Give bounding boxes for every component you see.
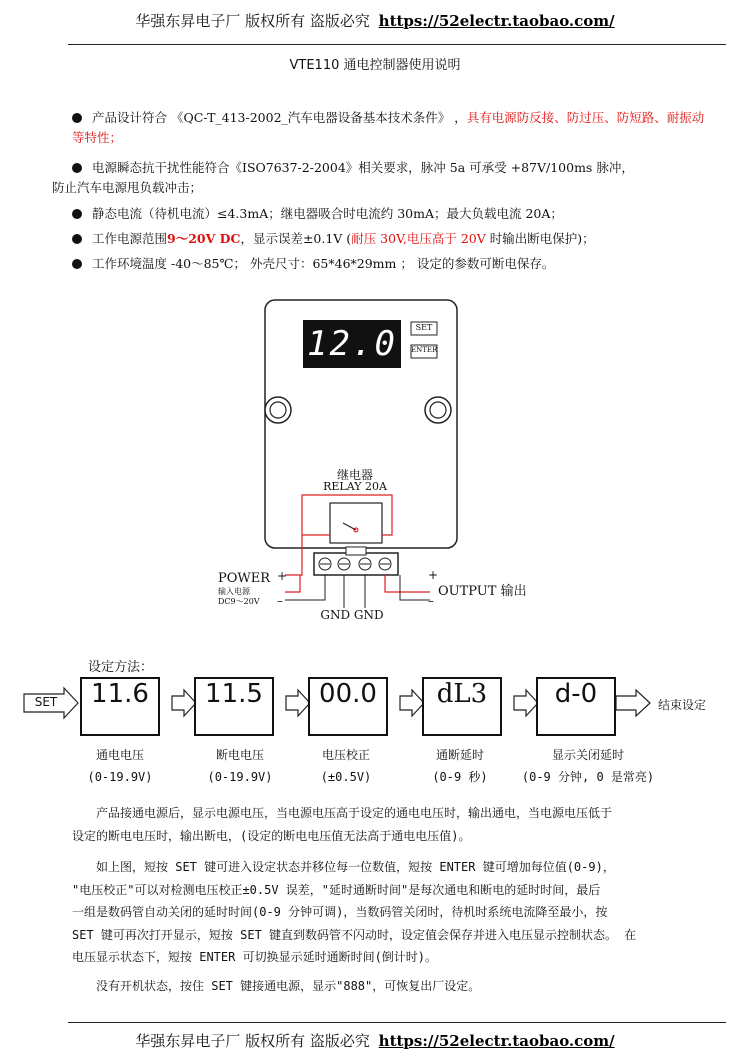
paragraph-line: SET 键可再次打开显示，短按 SET 键直到数码管不闪动时，设定值会保存并进入电压显示控制状态。 在: [72, 927, 637, 942]
paragraph-line: 一组是数码管自动关闭的延时时间(0-9 分钟可调)，当数码管关闭时，待机时系统电流降至最小，按: [72, 905, 608, 919]
relay-box: [330, 503, 382, 543]
enter-key-label[interactable]: ENTER: [411, 346, 438, 354]
paragraph-line: 设定的断电电压时，输出断电，(设定的断电电压值无法高于通电电压值)。: [72, 828, 471, 843]
step-name: 显示关闭延时: [551, 748, 624, 762]
bullet-dot: [72, 209, 82, 219]
step-box-3: [308, 677, 388, 736]
power-plus: +: [277, 569, 288, 583]
paragraph-operation: [72, 802, 692, 847]
step-name: 通电电压: [95, 748, 144, 762]
output-label: OUTPUT 输出: [438, 584, 527, 599]
output-minus: –: [428, 594, 434, 608]
step-label-3: [296, 744, 396, 788]
step-range: (0-9 秒): [432, 770, 488, 784]
header-text: 华强东昇电子厂 版权所有 盗版必究: [135, 12, 370, 30]
display-reading: 12.0: [307, 324, 397, 364]
paragraph-line: 产品接通电源后，显示电源电压，当电源电压高于设定的通电电压时，输出通电，当电源电压低于: [72, 806, 613, 820]
bullet-text: 电源瞬态抗干扰性能符合《ISO7637-2-2004》相关要求，脉冲 5a 可承受 +87V/100ms 脉冲，: [92, 160, 634, 175]
bullet-environment: [72, 254, 712, 274]
bullet-text: 工作环境温度 -40～85℃； 外壳尺寸：65*46*29mm ； 设定的参数可断电保存。: [92, 256, 555, 271]
step-value: d-0: [554, 679, 598, 709]
relay-label-en: RELAY 20A: [323, 480, 387, 493]
step-label-5: [508, 744, 668, 788]
bullet-emc: [52, 158, 712, 198]
step-name: 断电电压: [215, 748, 264, 762]
bullet-dot: [72, 163, 82, 173]
bullet-dot: [72, 234, 82, 244]
gnd-label: GND GND: [320, 608, 384, 622]
page-footer: [0, 1030, 750, 1051]
step-label-2: [190, 744, 290, 788]
bullet-text: 产品设计符合 《QC-T_413-2002_汽车电器设备基本技术条件》 ，: [92, 110, 467, 125]
step-range: (±0.5V): [320, 770, 372, 784]
arrow-2: [286, 690, 310, 716]
relay-label-cn: 继电器: [336, 468, 373, 482]
step-value: 11.5: [205, 679, 263, 709]
step-value: 00.0: [319, 679, 377, 709]
page-header: [0, 10, 750, 31]
paragraph-reset: [72, 975, 692, 998]
paragraph-line: 电压显示状态下，短按 ENTER 可切换显示延时通断时间(倒计时)。: [72, 950, 438, 964]
setting-heading: 设定方法：: [88, 660, 154, 675]
paragraph-line: 没有开机状态，按住 SET 键接通电源，显示"888"，可恢复出厂设定。: [72, 979, 481, 993]
arrow-end: [616, 690, 650, 716]
power-label: POWER: [218, 571, 271, 586]
header-link[interactable]: https://52electr.taobao.com/: [378, 12, 615, 30]
power-sub: [218, 587, 260, 607]
bullet-dot: [72, 259, 82, 269]
footer-text: 华强东昇电子厂 版权所有 盗版必究: [135, 1032, 370, 1050]
bullet-text-cont: 防止汽车电源甩负载冲击；: [52, 180, 203, 195]
setting-end-label: 结束设定: [658, 698, 707, 712]
step-range: (0-9 分钟, 0 是常亮): [521, 770, 655, 784]
step-value: dL3: [436, 679, 488, 709]
step-name: 电压校正: [321, 748, 370, 762]
step-range: (0-19.9V): [207, 770, 273, 784]
paragraph-line: "电压校正"可以对检测电压校正±0.5V 误差，"延时通断时间"是每次通电和断电的延时时间，最后: [72, 882, 601, 897]
arrow-4: [514, 690, 538, 716]
document-title: VTE110 通电控制器使用说明: [289, 58, 461, 73]
paragraph-settings: [72, 856, 692, 969]
power-sub-label: 输入电源: [218, 587, 250, 596]
arrow-1: [172, 690, 196, 716]
power-minus: –: [277, 594, 283, 608]
bullet-voltage: [72, 229, 712, 249]
step-range: (0-19.9V): [87, 770, 153, 784]
paragraph-line: 如上图，短按 SET 键可进入设定状态并移位每一位数值，短按 ENTER 键可增加每位值(0-9)，: [72, 860, 615, 874]
step-box-5: [536, 677, 616, 736]
bullet-highlight: 具有电源防反接、防过压、防短路、耐振动等特性；: [72, 110, 705, 145]
bullet-text: 工作电源范围: [92, 231, 168, 246]
footer-link[interactable]: https://52electr.taobao.com/: [378, 1032, 615, 1050]
bullet-text: 时输出断电保护)；: [485, 231, 595, 246]
step-label-1: [70, 744, 170, 788]
bullet-text: 静态电流（待机电流）≤4.3mA；继电器吸合时电流约 30mA；最大负载电流 20A；: [92, 206, 563, 221]
bullet-highlight: 9～20V DC: [167, 231, 241, 246]
bullet-dot: [72, 113, 82, 123]
power-range: DC9～20V: [218, 597, 260, 606]
step-box-2: [194, 677, 274, 736]
header-divider: [68, 44, 726, 45]
step-box-4: [422, 677, 502, 736]
output-plus: +: [428, 568, 439, 582]
arrow-3: [400, 690, 424, 716]
footer-divider: [68, 1022, 726, 1023]
step-label-4: [410, 744, 510, 788]
set-start-label: SET: [34, 695, 58, 709]
step-value: 11.6: [91, 679, 149, 709]
step-name: 通断延时: [435, 748, 484, 762]
bullet-current: [72, 204, 712, 224]
bullet-highlight: 耐压 30V,电压高于 20V: [351, 231, 486, 246]
set-key-label[interactable]: SET: [415, 323, 433, 332]
bullet-text: ，显示误差±0.1V (: [240, 231, 352, 246]
step-box-1: [80, 677, 160, 736]
bullet-standard: [72, 108, 712, 148]
